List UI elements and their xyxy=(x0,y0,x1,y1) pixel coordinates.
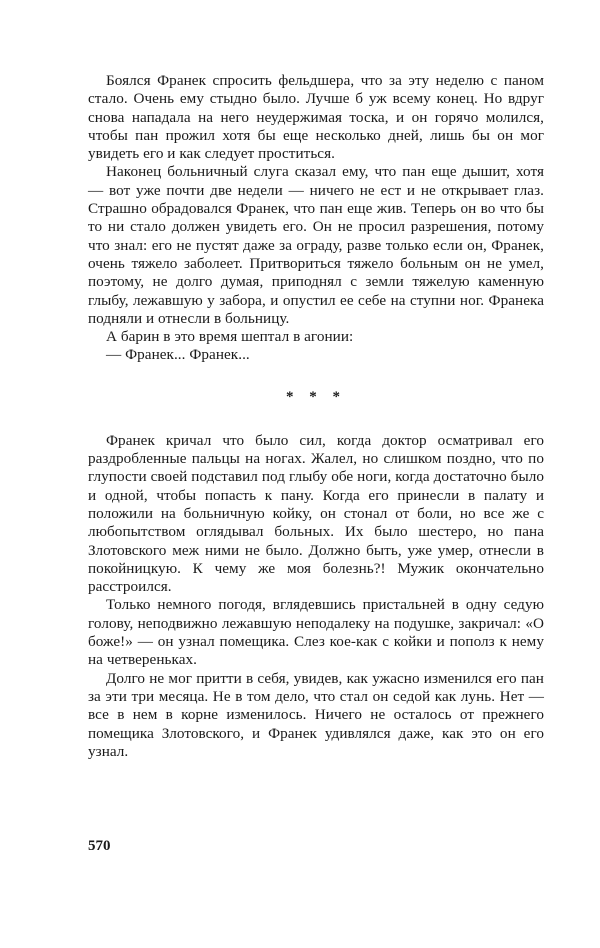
page-number: 570 xyxy=(88,838,111,854)
paragraph: — Франек... Франек... xyxy=(106,346,250,364)
paragraph: Наконец больничный слуга сказал ему, что пан еще дышит, хотя — вот уже почти две недели — ничего не ест и не открывает глаз. Страшно обрадовался Франек, что пан еще жив. Теперь он во что бы то ни стало должен увидеть его. Он не просил разрешения, потому что знал: его не пустят даже за ограду, разве только если он, Франек, очень тяжело заболеет. Притвориться тяжело больным он не умел, поэтому, не долго думая, приподнял с земли тяжелую каменную глыбу, лежавшую у забора, и опустил ее себе на ступни ног. Франека подняли и отнесли в больницу. xyxy=(88,163,544,327)
paragraph: Франек кричал что было сил, когда доктор осматривал его раздробленные пальцы на ногах. Жалел, но слишком поздно, что по глупости своей подставил под глыбу обе ноги, когда достаточно было и одной, чтобы попасть к пану. Когда его принесли в палату и положили на больничную койку, он стонал от боли, но все же с любопытством оглядывал больных. Их было шестеро, но пана Злотовского меж ними не было. Должно быть, уже умер, отнесли в покойницкую. К чему же моя болезнь?! Мужик окончательно расстроился. xyxy=(88,431,544,596)
paragraph: Только немного погодя, вглядевшись пристальней в одну седую голову, неподвижно лежавшую неподалеку на подушке, закричал: «О боже!» — он узнал помещика. Слез кое-как с койки и пополз к нему на четвереньках. xyxy=(88,596,544,669)
paragraph: А барин в это время шептал в агонии: xyxy=(106,328,354,346)
page-body xyxy=(88,72,544,761)
paragraph: Боялся Франек спросить фельдшера, что за эту неделю с паном стало. Очень ему стыдно было. Лучше б уж всему конец. Но вдруг снова нападала на него неудержимая тоска, и он горячо молился, чтобы пан прожил хотя бы еще несколько дней, лишь бы он мог увидеть его и как следует проститься. xyxy=(88,72,544,163)
paragraph: Долго не мог притти в себя, увидев, как ужасно изменился его пан за эти три месяца. Не в том дело, что стал он седой как лунь. Нет — все в нем в корне изменилось. Ничего не осталось от прежнего помещика Злотовского, и Франек удивлялся даже, как это он его узнал. xyxy=(88,669,544,760)
section-separator: * * * xyxy=(286,388,346,405)
